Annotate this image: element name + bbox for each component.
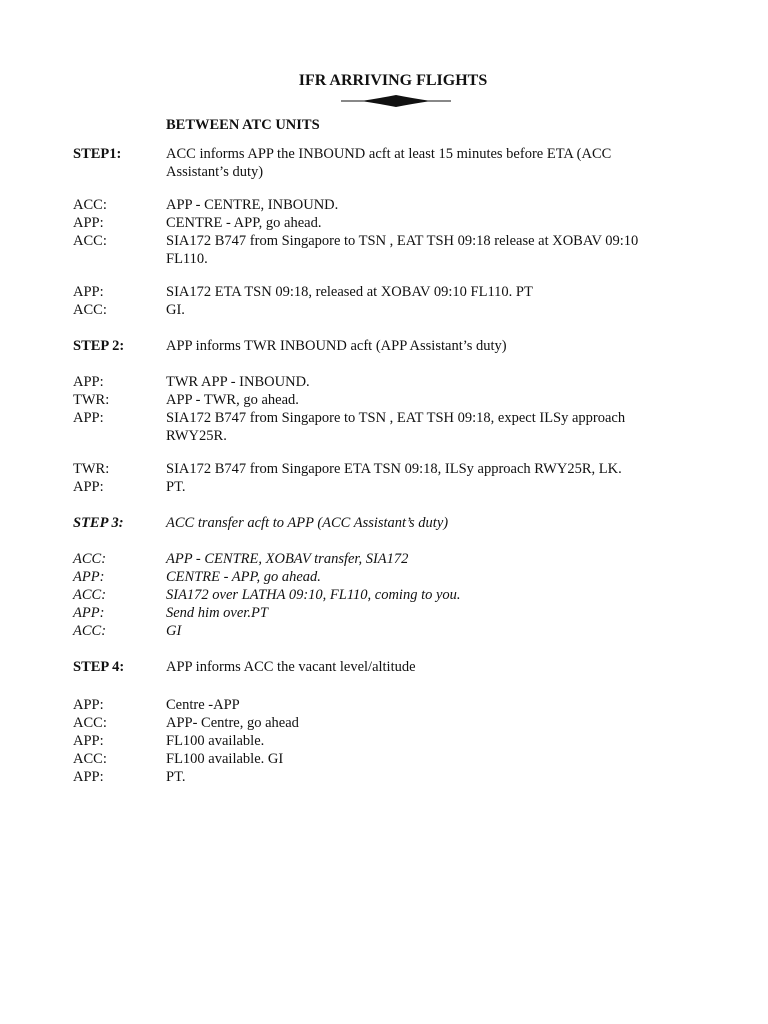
dialogue-text: FL100 available. bbox=[166, 733, 265, 749]
speaker-label: APP: bbox=[73, 605, 105, 621]
dialogue-text: PT. bbox=[166, 769, 186, 785]
speaker-label: ACC: bbox=[73, 623, 107, 639]
speaker-label: APP: bbox=[73, 284, 104, 300]
step-label: STEP1: bbox=[73, 146, 122, 162]
dialogue-text: TWR APP - INBOUND. bbox=[166, 374, 310, 390]
speaker-label: APP: bbox=[73, 479, 104, 495]
dialogue-text: SIA172 B747 from Singapore ETA TSN 09:18, ILSy approach RWY25R, LK. bbox=[166, 461, 622, 477]
dialogue-text: CENTRE - APP, go ahead. bbox=[166, 215, 322, 231]
step-label: STEP 4: bbox=[73, 659, 125, 675]
dialogue-text: PT. bbox=[166, 479, 186, 495]
step-label: STEP 3: bbox=[73, 515, 124, 531]
step-description: APP informs TWR INBOUND acft (APP Assistant’s duty) bbox=[166, 338, 507, 354]
document-subtitle: BETWEEN ATC UNITS bbox=[166, 117, 320, 133]
speaker-label: APP: bbox=[73, 697, 104, 713]
speaker-label: APP: bbox=[73, 215, 104, 231]
document-title: IFR ARRIVING FLIGHTS bbox=[298, 72, 488, 89]
speaker-label: ACC: bbox=[73, 587, 107, 603]
speaker-label: ACC: bbox=[73, 302, 107, 318]
step-description: APP informs ACC the vacant level/altitude bbox=[166, 659, 416, 675]
speaker-label: APP: bbox=[73, 769, 104, 785]
speaker-label: APP: bbox=[73, 374, 104, 390]
dialogue-text: GI bbox=[166, 623, 182, 639]
step-description: ACC informs APP the INBOUND acft at least 15 minutes before ETA (ACC Assistant’s duty) bbox=[166, 146, 612, 180]
dialogue-text: SIA172 ETA TSN 09:18, released at XOBAV 09:10 FL110. PT bbox=[166, 284, 533, 300]
dialogue-text: APP - TWR, go ahead. bbox=[166, 392, 299, 408]
dialogue-text: Send him over.PT bbox=[166, 605, 268, 621]
step-description: ACC transfer acft to APP (ACC Assistant’s duty) bbox=[166, 515, 449, 531]
dialogue-text: FL100 available. GI bbox=[166, 751, 284, 767]
dialogue-text: SIA172 B747 from Singapore to TSN , EAT TSH 09:18, expect ILSy approach RWY25R. bbox=[166, 410, 626, 444]
speaker-label: APP: bbox=[73, 410, 104, 426]
speaker-label: ACC: bbox=[73, 551, 107, 567]
speaker-label: APP: bbox=[73, 733, 104, 749]
step-label: STEP 2: bbox=[73, 338, 125, 354]
dialogue-text: SIA172 B747 from Singapore to TSN , EAT TSH 09:18 release at XOBAV 09:10 FL110. bbox=[166, 233, 639, 267]
speaker-label: ACC: bbox=[73, 233, 107, 249]
speaker-label: ACC: bbox=[73, 751, 107, 767]
dialogue-text: APP - CENTRE, XOBAV transfer, SIA172 bbox=[166, 551, 409, 567]
dialogue-text: APP - CENTRE, INBOUND. bbox=[166, 197, 339, 213]
dialogue-text: SIA172 over LATHA 09:10, FL110, coming to you. bbox=[166, 587, 461, 603]
speaker-label: TWR: bbox=[73, 392, 110, 408]
speaker-label: APP: bbox=[73, 569, 105, 585]
dialogue-text: Centre -APP bbox=[166, 697, 240, 713]
diamond-rule-ornament-icon bbox=[341, 94, 451, 108]
speaker-label: ACC: bbox=[73, 197, 107, 213]
speaker-label: TWR: bbox=[73, 461, 110, 477]
dialogue-text: GI. bbox=[166, 302, 185, 318]
speaker-label: ACC: bbox=[73, 715, 107, 731]
dialogue-text: CENTRE - APP, go ahead. bbox=[166, 569, 321, 585]
dialogue-text: APP- Centre, go ahead bbox=[166, 715, 299, 731]
